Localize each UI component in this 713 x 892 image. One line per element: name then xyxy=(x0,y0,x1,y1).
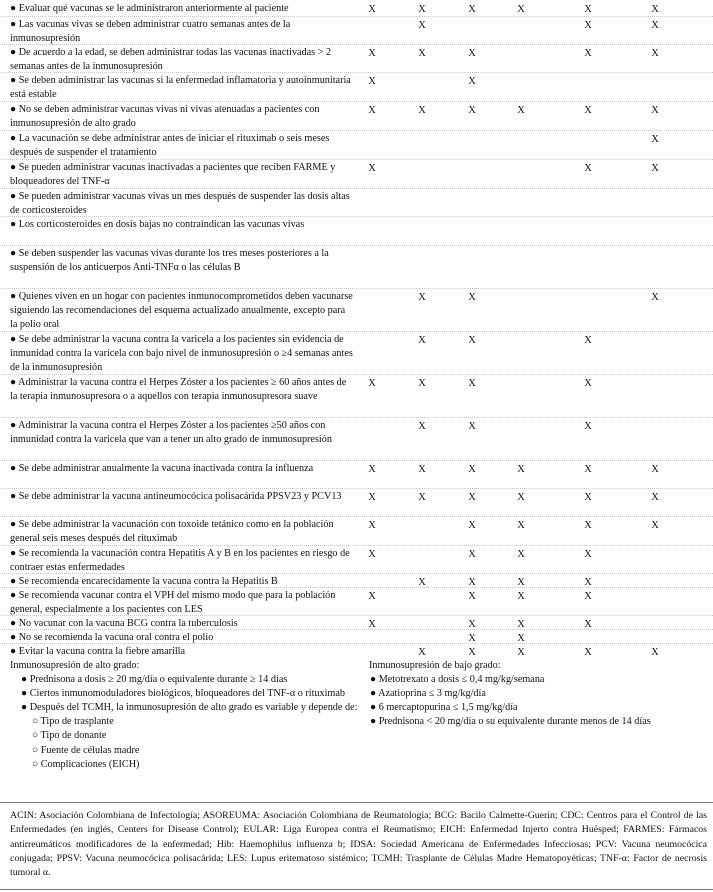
check-mark: X xyxy=(468,378,476,389)
low-grade-title: Inmunosupresión de bajo grado: xyxy=(369,660,501,671)
low-grade-item: ● Metotrexato a dosis ≤ 0,4 mg/kg/semana xyxy=(370,674,545,686)
recommendation-text: ● Se recomienda la vacunación contra Hepatitis A y B en los pacientes en riesgo de contraer estas enfermedades xyxy=(10,548,350,574)
check-mark: X xyxy=(418,464,426,475)
recommendation-text: ● Los corticosteroides en dosis bajas no contraindican las vacunas vivas xyxy=(10,219,305,230)
circle-bullet-icon: ○ xyxy=(32,716,39,728)
table-row xyxy=(0,374,713,418)
check-mark: X xyxy=(468,76,476,87)
check-mark: X xyxy=(517,647,525,658)
table-row xyxy=(0,587,713,616)
high-grade-item: ● Prednisona a dosis ≥ 20 mg/día o equivalente durante ≥ 14 días xyxy=(21,674,288,686)
check-mark: X xyxy=(368,549,376,560)
check-mark: X xyxy=(468,619,476,630)
check-mark: X xyxy=(468,492,476,503)
low-grade-item: ● Prednisona < 20 mg/día o su equivalente durante menos de 14 días xyxy=(370,716,651,728)
check-mark: X xyxy=(517,492,525,503)
table-row xyxy=(0,331,713,375)
bullet-icon: ● xyxy=(370,688,377,700)
recommendation-text: ● Administrar la vacuna contra el Herpes Zóster a los pacientes ≥ 60 años antes de la terapia inmunosupresora o a aquellos con terapia inmunosupresora suave xyxy=(10,377,347,403)
check-mark: X xyxy=(368,492,376,503)
recommendation-text: ● Se debe administrar la vacunación con toxoide tetánico como en la población general seis meses después del rituximab xyxy=(10,519,334,545)
bullet-icon: ● xyxy=(10,576,19,587)
check-mark: X xyxy=(517,619,525,630)
recommendation-text: ● La vacunación se debe administrar antes de iniciar el rituximab o seis meses después de suspender el tratamiento xyxy=(10,133,330,159)
check-mark: X xyxy=(468,4,476,15)
abbreviations-footnote xyxy=(0,802,713,890)
check-mark: X xyxy=(368,48,376,59)
check-mark: X xyxy=(584,591,592,602)
bullet-icon: ● xyxy=(10,248,19,259)
check-mark: X xyxy=(517,549,525,560)
bullet-icon: ● xyxy=(10,162,19,173)
table-row xyxy=(0,417,713,461)
check-mark: X xyxy=(584,335,592,346)
table-row xyxy=(0,101,713,131)
recommendation-text: ● Se pueden administrar vacunas inactivadas a pacientes que reciben FARME y bloqueadores del TNF-α xyxy=(10,162,336,188)
table-row xyxy=(0,488,713,517)
check-mark: X xyxy=(584,48,592,59)
high-grade-item: ● Después del TCMH, la inmunosupresión de alto grado es variable y depende de: xyxy=(21,702,358,714)
check-mark: X xyxy=(468,577,476,588)
circle-bullet-icon: ○ xyxy=(32,744,39,756)
check-mark: X xyxy=(651,20,659,31)
bullet-icon: ● xyxy=(10,377,19,388)
check-mark: X xyxy=(368,163,376,174)
bullet-icon: ● xyxy=(370,674,377,686)
table-row xyxy=(0,216,713,246)
recommendation-text: ● Se recomienda encarecidamente la vacuna contra la Hepatitis B xyxy=(10,576,278,587)
bullet-icon: ● xyxy=(10,291,19,302)
check-mark: X xyxy=(468,633,476,644)
bullet-icon: ● xyxy=(10,3,19,14)
bullet-icon: ● xyxy=(10,420,19,431)
check-mark: X xyxy=(584,549,592,560)
check-mark: X xyxy=(651,647,659,658)
check-mark: X xyxy=(517,4,525,15)
bullet-icon: ● xyxy=(10,646,19,657)
recommendation-text: ● Se debe administrar la vacuna contra la varicela a los pacientes sin evidencia de inmunidad contra la varicela con bajo nivel de inmunosupresión o ≥4 semanas antes de la inmunosupresión xyxy=(10,334,353,374)
check-mark: X xyxy=(468,421,476,432)
high-grade-subitem: ○ Tipo de donante xyxy=(32,730,107,742)
check-mark: X xyxy=(368,591,376,602)
check-mark: X xyxy=(584,464,592,475)
recommendation-text: ● No se deben administrar vacunas vivas ni vivas atenuadas a pacientes con inmunosupresión de alto grado xyxy=(10,104,320,130)
check-mark: X xyxy=(418,4,426,15)
recommendation-text: ● No vacunar con la vacuna BCG contra la tuberculosis xyxy=(10,618,238,629)
check-mark: X xyxy=(651,134,659,145)
low-grade-block xyxy=(369,659,669,729)
recommendation-text: ● Administrar la vacuna contra el Herpes Zóster a los pacientes ≥50 años con inmunidad contra la varicela que van a tener un alto grado de inmunosupresión xyxy=(10,420,332,446)
check-mark: X xyxy=(584,647,592,658)
check-mark: X xyxy=(468,105,476,116)
high-grade-item: ● Ciertos inmunomoduladores biológicos, bloqueadores del TNF-α o rituximab xyxy=(21,688,345,700)
check-mark: X xyxy=(584,163,592,174)
low-grade-item: ● Azatioprina ≤ 3 mg/kg/día xyxy=(370,688,486,700)
table-row xyxy=(0,545,713,574)
check-mark: X xyxy=(418,292,426,303)
high-grade-subitem: ○ Tipo de trasplante xyxy=(32,716,114,728)
table-row xyxy=(0,573,713,588)
check-mark: X xyxy=(584,20,592,31)
recommendation-text: ● Se deben suspender las vacunas vivas durante los tres meses posteriores a la suspensión de los anticuerpos Anti-TNFα o las células B xyxy=(10,248,329,274)
check-mark: X xyxy=(418,421,426,432)
check-mark: X xyxy=(418,335,426,346)
bullet-icon: ● xyxy=(10,618,19,629)
recommendation-text: ● Se debe administrar anualmente la vacuna inactivada contra la influenza xyxy=(10,463,314,474)
bullet-icon: ● xyxy=(21,688,28,700)
table-row xyxy=(0,1,713,16)
check-mark: X xyxy=(418,492,426,503)
circle-bullet-icon: ○ xyxy=(32,758,39,770)
check-mark: X xyxy=(468,549,476,560)
table-row xyxy=(0,72,713,102)
table-row xyxy=(0,16,713,45)
table-row xyxy=(0,460,713,489)
bullet-icon: ● xyxy=(10,191,19,202)
bullet-icon: ● xyxy=(370,702,377,714)
high-grade-block xyxy=(10,659,360,772)
check-mark: X xyxy=(517,591,525,602)
check-mark: X xyxy=(468,335,476,346)
check-mark: X xyxy=(651,163,659,174)
check-mark: X xyxy=(584,105,592,116)
check-mark: X xyxy=(584,520,592,531)
circle-bullet-icon: ○ xyxy=(32,730,39,742)
table-row xyxy=(0,288,713,332)
table-row xyxy=(0,188,713,217)
check-mark: X xyxy=(468,292,476,303)
bullet-icon: ● xyxy=(10,334,19,345)
check-mark: X xyxy=(418,105,426,116)
check-mark: X xyxy=(517,105,525,116)
high-grade-subitem: ○ Complicaciones (EICH) xyxy=(32,758,140,770)
recommendation-text: ● De acuerdo a la edad, se deben administrar todas las vacunas inactivadas > 2 semanas antes de la inmunosupresión xyxy=(10,47,332,73)
check-mark: X xyxy=(651,520,659,531)
check-mark: X xyxy=(517,633,525,644)
check-mark: X xyxy=(418,577,426,588)
table-row xyxy=(0,615,713,630)
check-mark: X xyxy=(517,577,525,588)
check-mark: X xyxy=(651,48,659,59)
bullet-icon: ● xyxy=(10,519,19,530)
check-mark: X xyxy=(368,4,376,15)
footnote-text: ACIN: Asociación Colombiana de Infectología; ASOREUMA: Asociación Colombiana de Reumatología; BCG: Bacilo Calmette-Guerin; CDC: Centros para el Control de las Enfermedades (en inglés, Centers for Disease Control); EULAR: Liga Europea contra el Reumatismo; EICH: Enfermedad Injerto contra Huésped; FARMES: Fármacos antirreumáticos modificadores de la enfermedad; Hib: Haemophilus influenza b; IDSA: Sociedad Americana de Enfermedades Infecciosas; PCV: Vacuna neumocócica conjugada; PPSV: Vacuna neumocócica polisacárida; LES: Lupus eritematoso sistémico; TCMH: Trasplante de Células Madre Hematopoyéticas; TNF-α: Factor de necrosis tumoral α. xyxy=(10,810,707,879)
check-mark: X xyxy=(468,647,476,658)
table-row xyxy=(0,245,713,289)
recommendation-text: ● Se debe administrar la vacuna antineumocócica polisacárida PPSV23 y PCV13 xyxy=(10,491,342,502)
table-row xyxy=(0,159,713,189)
check-mark: X xyxy=(368,378,376,389)
check-mark: X xyxy=(368,520,376,531)
recommendation-text: ● Las vacunas vivas se deben administrar cuatro semanas antes de la inmunosupresión xyxy=(10,19,291,45)
check-mark: X xyxy=(468,48,476,59)
check-mark: X xyxy=(368,619,376,630)
check-mark: X xyxy=(468,464,476,475)
table-row xyxy=(0,516,713,546)
check-mark: X xyxy=(418,378,426,389)
bullet-icon: ● xyxy=(10,133,19,144)
check-mark: X xyxy=(418,647,426,658)
check-mark: X xyxy=(468,520,476,531)
check-mark: X xyxy=(651,292,659,303)
recommendation-text: ● Evaluar qué vacunas se le administraron anteriormente al paciente xyxy=(10,3,289,14)
check-mark: X xyxy=(651,464,659,475)
check-mark: X xyxy=(418,20,426,31)
bullet-icon: ● xyxy=(10,463,19,474)
table-row xyxy=(0,643,713,659)
check-mark: X xyxy=(368,105,376,116)
bullet-icon: ● xyxy=(10,219,19,230)
check-mark: X xyxy=(584,577,592,588)
bullet-icon: ● xyxy=(10,19,19,30)
recommendation-text: ● Se recomienda vacunar contra el VPH del mismo modo que para la población general, especialmente a los pacientes con LES xyxy=(10,590,336,616)
check-mark: X xyxy=(517,520,525,531)
high-grade-title: Inmunosupresión de alto grado: xyxy=(10,660,140,671)
check-mark: X xyxy=(368,76,376,87)
check-mark: X xyxy=(584,421,592,432)
bullet-icon: ● xyxy=(10,104,19,115)
bullet-icon: ● xyxy=(10,47,19,58)
recommendation-text: ● Se deben administrar las vacunas si la enfermedad inflamatoria y autoinmunitaria está estable xyxy=(10,75,351,101)
bullet-icon: ● xyxy=(10,491,19,502)
table-row xyxy=(0,629,713,644)
table-row xyxy=(0,130,713,160)
check-mark: X xyxy=(517,464,525,475)
bullet-icon: ● xyxy=(10,590,19,601)
high-grade-subitem: ○ Fuente de células madre xyxy=(32,744,140,756)
check-mark: X xyxy=(584,492,592,503)
bullet-icon: ● xyxy=(21,674,28,686)
check-mark: X xyxy=(418,48,426,59)
check-mark: X xyxy=(651,492,659,503)
check-mark: X xyxy=(584,4,592,15)
bullet-icon: ● xyxy=(10,548,19,559)
bullet-icon: ● xyxy=(370,716,377,728)
low-grade-item: ● 6 mercaptopurina ≤ 1,5 mg/kg/día xyxy=(370,702,518,714)
check-mark: X xyxy=(584,378,592,389)
bullet-icon: ● xyxy=(10,632,19,643)
recommendation-text: ● Se pueden administrar vacunas vivas un mes después de suspender las dosis altas de corticosteroides xyxy=(10,191,350,217)
check-mark: X xyxy=(368,464,376,475)
check-mark: X xyxy=(584,619,592,630)
bullet-icon: ● xyxy=(10,75,19,86)
recommendation-text: ● Quienes viven en un hogar con pacientes inmunocomprometidos deben vacunarse siguiendo las recomendaciones del esquema actualizado anualmente, excepto para la polio oral xyxy=(10,291,353,331)
check-mark: X xyxy=(651,105,659,116)
recommendation-text: ● No se recomienda la vacuna oral contra el polio xyxy=(10,632,214,643)
table-row xyxy=(0,44,713,73)
check-mark: X xyxy=(468,591,476,602)
check-mark: X xyxy=(651,4,659,15)
bullet-icon: ● xyxy=(21,702,28,714)
recommendation-text: ● Evitar la vacuna contra la fiebre amarilla xyxy=(10,646,186,657)
